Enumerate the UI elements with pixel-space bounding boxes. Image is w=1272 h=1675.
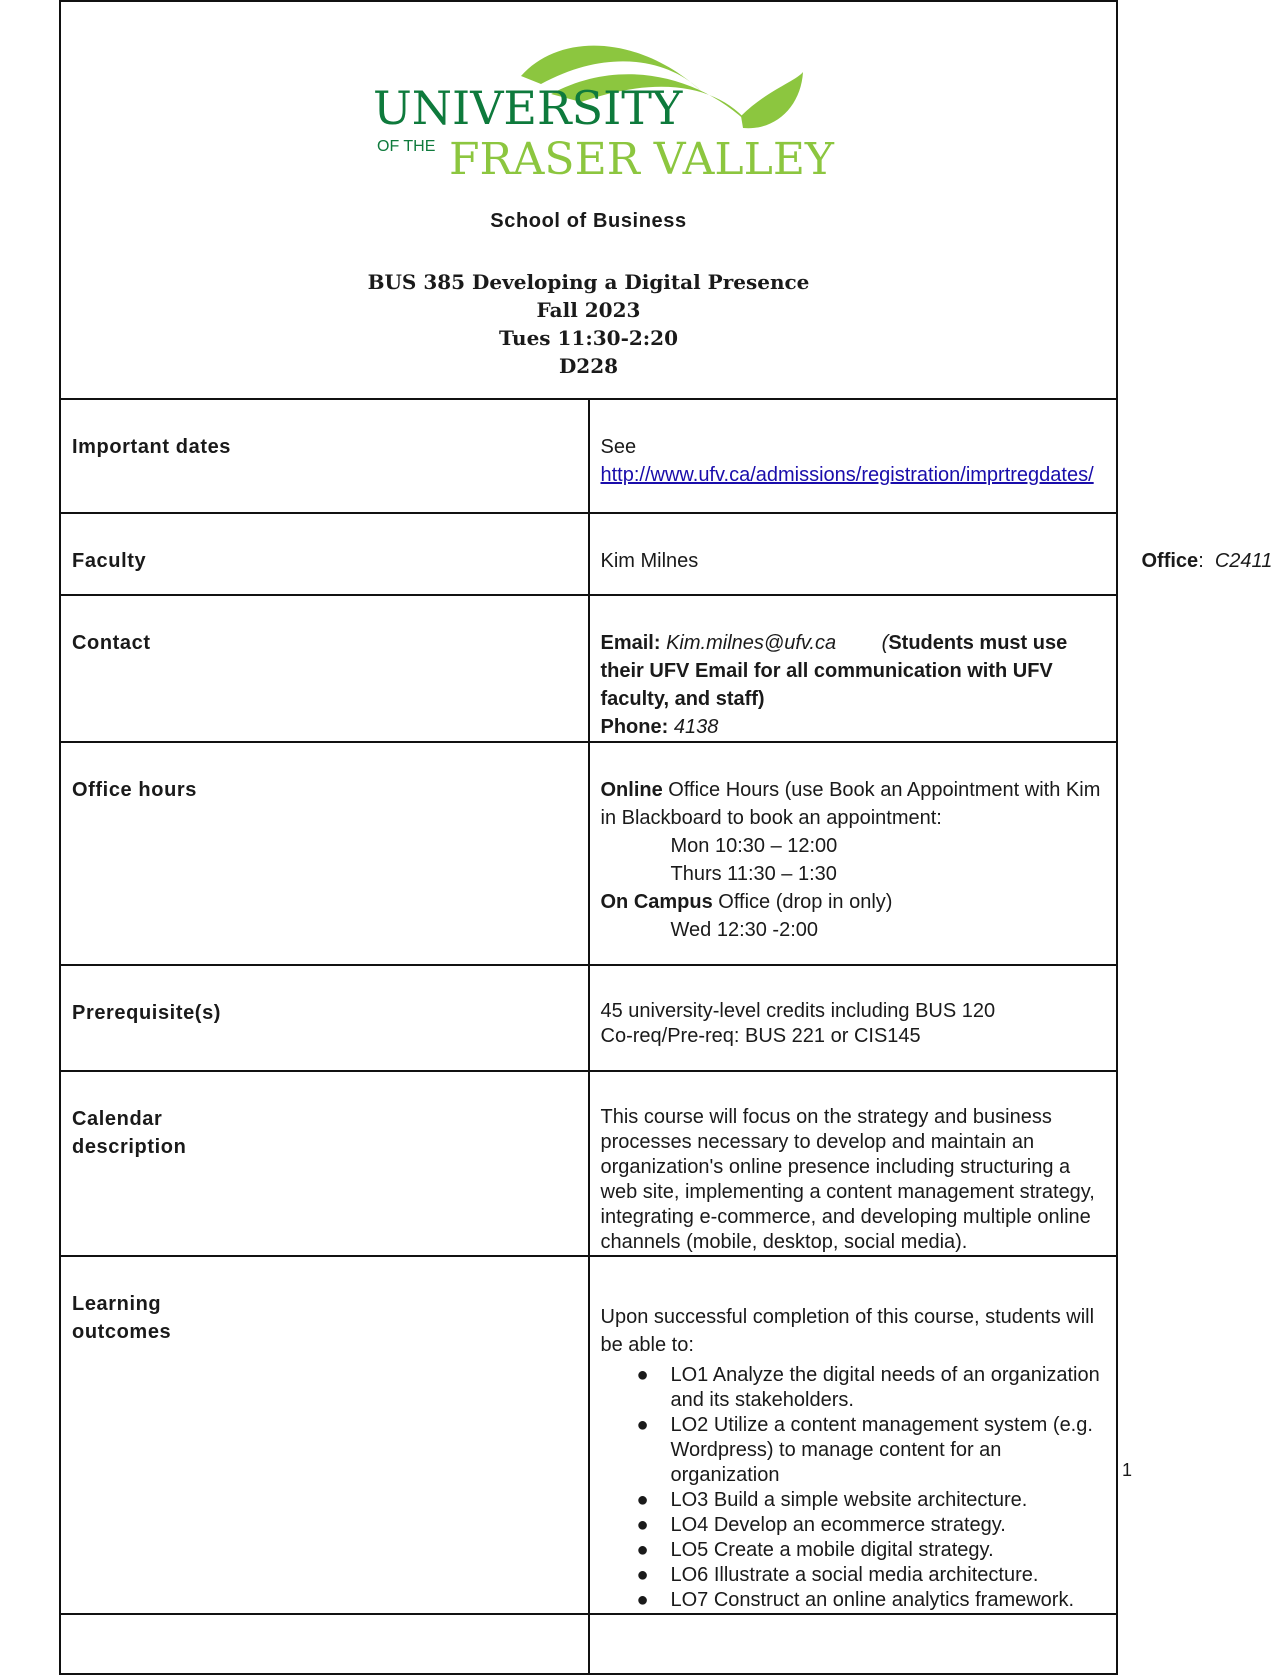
content-important-dates	[589, 399, 1118, 513]
outcomes-label-2: outcomes	[72, 1318, 588, 1346]
bullet-icon: ●	[637, 1588, 649, 1613]
contact-phone-line	[601, 713, 1107, 741]
logo-of-the-text: OF THE	[377, 138, 435, 155]
row-faculty	[60, 513, 1117, 595]
online-label: Online	[601, 779, 663, 801]
faculty-name: Kim Milnes	[601, 550, 699, 572]
syllabus-table	[59, 0, 1118, 1675]
university-logo	[371, 36, 811, 186]
row-office-hours	[60, 742, 1117, 965]
bullet-icon: ●	[637, 1538, 649, 1563]
label-learning-outcomes	[60, 1256, 589, 1614]
campus-text: Office (drop in only)	[713, 891, 893, 913]
row-important-dates	[60, 399, 1117, 513]
row-evaluation-partial	[60, 1614, 1117, 1674]
outcomes-label-1: Learning	[72, 1290, 588, 1318]
course-time: Tues 11:30-2:20	[61, 324, 1116, 352]
outcomes-intro: Upon successful completion of this course, students will be able to:	[601, 1303, 1107, 1359]
outcome-text: LO2 Utilize a content management system (e.g. Wordpress) to manage content for an organization	[671, 1414, 1093, 1486]
hours-slot-thurs: Thurs 11:30 – 1:30	[601, 860, 1107, 888]
online-hours-line	[601, 776, 1107, 832]
outcome-text: LO7 Construct an online analytics framework.	[671, 1589, 1075, 1611]
phone-value: 4138	[674, 716, 719, 738]
see-prefix: See	[601, 436, 637, 458]
logo-fraser-valley-text: FRASER VALLEY	[449, 134, 835, 185]
school-name: School of Business	[61, 210, 1116, 233]
outcome-text: LO5 Create a mobile digital strategy.	[671, 1539, 994, 1561]
row-prerequisites	[60, 965, 1117, 1071]
hours-slot-wed: Wed 12:30 -2:00	[601, 916, 1107, 944]
campus-label: On Campus	[601, 891, 713, 913]
phone-label: Phone:	[601, 716, 669, 738]
list-item	[671, 1538, 1107, 1563]
outcome-text: LO3 Build a simple website architecture.	[671, 1489, 1028, 1511]
online-text: Office Hours (use Book an Appointment with Kim in Blackboard to book an appointment:	[601, 779, 1101, 829]
outcome-text: LO1 Analyze the digital needs of an organization and its stakeholders.	[671, 1364, 1100, 1411]
office-sep: :	[1198, 550, 1215, 572]
outcome-text: LO6 Illustrate a social media architecture.	[671, 1564, 1039, 1586]
hours-slot-mon: Mon 10:30 – 12:00	[601, 832, 1107, 860]
content-evaluation-partial	[589, 1614, 1118, 1674]
outcome-text: LO4 Develop an ecommerce strategy.	[671, 1514, 1006, 1536]
note-open: (	[882, 632, 889, 654]
office-label: Office	[1142, 550, 1199, 572]
email-note: Students must use their UFV Email for all communication with UFV faculty, and staff)	[601, 632, 1068, 710]
bullet-icon: ●	[637, 1513, 649, 1538]
page-number: 1	[1122, 1460, 1132, 1481]
course-title: BUS 385 Developing a Digital Presence	[61, 268, 1116, 296]
office-value: C2411	[1215, 550, 1272, 572]
label-faculty: Faculty	[60, 513, 589, 595]
content-learning-outcomes	[589, 1256, 1118, 1614]
label-calendar-description	[60, 1071, 589, 1256]
content-prerequisites	[589, 965, 1118, 1071]
bullet-icon: ●	[637, 1363, 649, 1388]
calendar-label-2: description	[72, 1133, 588, 1161]
content-office-hours	[589, 742, 1118, 965]
list-item	[671, 1563, 1107, 1588]
list-item	[671, 1488, 1107, 1513]
list-item	[671, 1588, 1107, 1613]
list-item	[671, 1363, 1107, 1413]
calendar-label-1: Calendar	[72, 1105, 588, 1133]
contact-email-line	[601, 629, 1107, 713]
outcomes-list	[601, 1363, 1107, 1613]
label-prerequisites: Prerequisite(s)	[60, 965, 589, 1071]
prereq-line2: Co-req/Pre-req: BUS 221 or CIS145	[601, 1024, 1107, 1049]
row-calendar-description	[60, 1071, 1117, 1256]
label-contact: Contact	[60, 595, 589, 742]
label-evaluation-partial	[60, 1614, 589, 1674]
list-item	[671, 1413, 1107, 1488]
bullet-icon: ●	[637, 1488, 649, 1513]
content-contact	[589, 595, 1118, 742]
course-info	[61, 268, 1116, 380]
important-dates-link[interactable]: http://www.ufv.ca/admissions/registration/imprtregdates/	[601, 464, 1094, 486]
row-contact	[60, 595, 1117, 742]
course-term: Fall 2023	[61, 296, 1116, 324]
header-cell	[60, 1, 1117, 399]
bullet-icon: ●	[637, 1413, 649, 1438]
logo-university-text: UNIVERSITY	[373, 81, 683, 135]
label-office-hours: Office hours	[60, 742, 589, 965]
row-learning-outcomes	[60, 1256, 1117, 1614]
list-item	[671, 1513, 1107, 1538]
office-info	[1142, 547, 1272, 575]
content-faculty	[589, 513, 1118, 595]
bullet-icon: ●	[637, 1563, 649, 1588]
course-room: D228	[61, 352, 1116, 380]
email-value[interactable]: Kim.milnes@ufv.ca	[666, 632, 836, 654]
label-important-dates: Important dates	[60, 399, 589, 513]
prereq-line1: 45 university-level credits including BUS 120	[601, 999, 1107, 1024]
email-label: Email:	[601, 632, 661, 654]
content-calendar-description: This course will focus on the strategy and business processes necessary to develop and maintain an organization's online presence including structuring a web site, implementing a content management strategy, integrating e-commerce, and developing multiple online channels (mobile, desktop, social media).	[589, 1071, 1118, 1256]
campus-hours-line	[601, 888, 1107, 916]
